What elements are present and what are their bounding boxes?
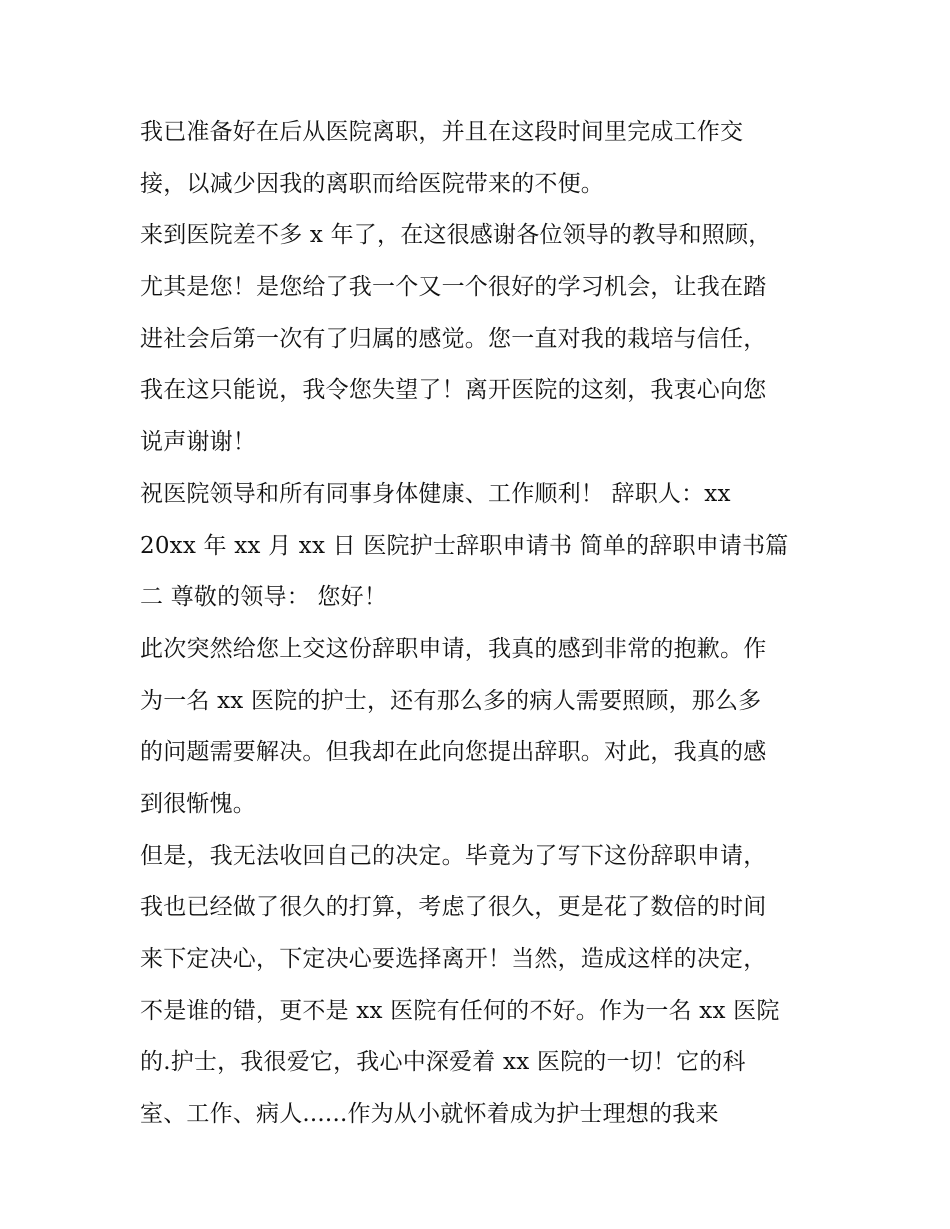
- text-line: 说声谢谢！: [140, 429, 256, 456]
- text-line: 为一名 xx 医院的护士，还有那么多的病人需要照顾，那么多: [140, 687, 762, 714]
- text-line: 祝医院领导和所有同事身体健康、工作顺利！ 辞职人：xx: [140, 480, 731, 507]
- text-line: 我也已经做了很久的打算，考虑了很久，更是花了数倍的时间: [140, 894, 767, 921]
- text-line: 此次突然给您上交这份辞职申请，我真的感到非常的抱歉。作: [140, 635, 767, 662]
- text-line: 到很惭愧。: [140, 790, 256, 817]
- text-line: 二 尊敬的领导： 您好！: [140, 584, 388, 611]
- text-line: 但是，我无法收回自己的决定。毕竟为了写下这份辞职申请，: [140, 842, 767, 869]
- document-body: [140, 107, 830, 1141]
- text-line: 来到医院差不多 x 年了，在这很感谢各位领导的教导和照顾，: [140, 222, 772, 249]
- text-line: 不是谁的错，更不是 xx 医院有任何的不好。作为一名 xx 医院: [140, 997, 780, 1024]
- text-line: 的问题需要解决。但我却在此向您提出辞职。对此，我真的感: [140, 739, 767, 766]
- text-line: 我在这只能说，我令您失望了！离开医院的这刻，我衷心向您: [140, 377, 767, 404]
- text-line: 我已准备好在后从医院离职，并且在这段时间里完成工作交: [140, 119, 744, 145]
- text-line: 的.护士，我很爱它，我心中深爱着 xx 医院的一切！它的科: [140, 1049, 746, 1076]
- text-line: 尤其是您！是您给了我一个又一个很好的学习机会，让我在踏: [140, 274, 767, 301]
- text-line: 接，以减少因我的离职而给医院带来的不便。: [140, 170, 604, 197]
- text-line: 进社会后第一次有了归属的感觉。您一直对我的栽培与信任，: [140, 325, 767, 352]
- text-line: 室、工作、病人......作为从小就怀着成为护士理想的我来: [140, 1101, 719, 1128]
- text-line: 来下定决心，下定决心要选择离开！当然，造成这样的决定，: [140, 946, 767, 972]
- text-line: 20xx 年 xx 月 xx 日 医院护士辞职申请书 简单的辞职申请书篇: [140, 532, 789, 559]
